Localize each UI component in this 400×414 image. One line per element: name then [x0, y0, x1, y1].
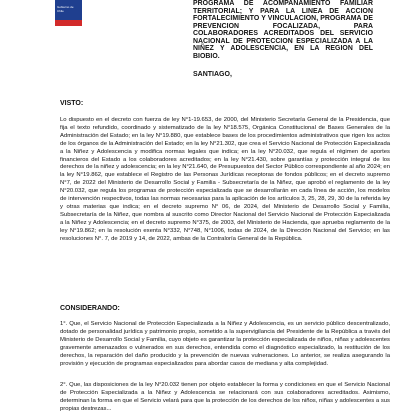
- resolution-title: PROGRAMA DE ACOMPAÑAMIENTO FAMILIAR TERRITORIAL; Y PARA LA LINEA DE ACCION FORTALECIMIENTO Y VINCULACION, PROGRAMA DE PREVENCION FOCALIZADA, PARA COLABORADORES ACREDITADOS DEL SERVICIO NACIONAL DE PROTECCION ESPECIALIZADA A LA NIÑEZ Y ADOLESCENCIA, EN LA REGION DEL BIOBIO.: [193, 0, 373, 60]
- considerando-item-2: 2°. Que, las disposiciones de la ley N°20.032 tienen por objeto establecer la forma y condiciones en que el Servicio Nacional de Protección Especializada a la Niñez y Adolescencia se relacionará con sus colaboradores acreditados. Asimismo, determinan la forma en que el Servicio velará para que la protección de los derechos de los niños, niñas y adolescentes a sus propias destrezas...: [60, 382, 390, 412]
- government-logo: [55, 0, 82, 26]
- considerando-item-1: 1°. Que, el Servicio Nacional de Protección Especializada a la Niñez y Adolescencia, es un servicio público descentralizado, dotado de personalidad jurídica y patrimonio propio, sometido a la supervigilancia del Presidente de la República a través del Ministerio de Desarrollo Social y Familia, cuyo objeto es garantizar la protección especializada de niños, niñas y adolescentes gravemente amenazados o vulnerados en sus derechos, entendida como el diagnóstico especializado, la restitución de los derechos, la reparación del daño producido y la prevención de nuevas vulneraciones. Lo anterior, se realiza asegurando la provisión y ejecución de programas especializados para abordar casos de mediana y alta complejidad.: [60, 321, 390, 367]
- logo-red-band: [55, 20, 82, 26]
- logo-text: Gobierno de Chile: [57, 5, 74, 13]
- visto-paragraph: Lo dispuesto en el decreto con fuerza de ley N°1-19.653, de 2000, del Ministerio Secretaría General de la Presidencia, que fija el texto refundido, coordinado y sistematizado de la ley N°18.575, Orgánica Constitucional de Bases Generales de la Administración del Estado; en la ley N°19.880, que establece bases de los procedimientos administrativos que rigen los actos de los órganos de la Administración del Estado; en la ley N°21.302, que crea el Servicio Nacional de Protección Especializada a la Niñez y Adolescencia y modifica normas legales que indica; en la ley N°20.032, que regula el régimen de aportes financieros del Estado a los colaboradores acreditados; en la ley N°21.430, sobre garantías y protección integral de los derechos de la niñez y adolescencia; en la ley N°21.640, de Presupuestos del Sector Público correspondiente al año 2024; en la ley N°19.862, que establece el Registro de las Personas Jurídicas receptoras de fondos públicos; en el decreto supremo N°7, de 2022 del Ministerio de Desarrollo Social y Familia - Subsecretaría de la Niñez, que aprobó el reglamento de la ley N°20.032, que regula los programas de protección especializada que se desarrollarán en cada línea de acción, los modelos de intervención respectivos, todas las normas necesarias para la aplicación de los artículos 3, 25, 28, 29, 30 de la referida ley y otras materias que indica; en el decreto supremo N° 06, de 2024, del Ministerio de Desarrollo Social y Familia, Subsecretaría de la Niñez, que nombra al suscrito como Director Nacional del Servicio Nacional de Protección Especializada a la Niñez y Adolescencia; en el decreto supremo N°375, de 2003, del Ministerio de Hacienda, que aprueba reglamento de la ley N°19.862; en la resolución exenta N°332, N°748, N°1006, todas de 2024, de la Dirección Nacional del Servicio; en las resoluciones N°. 7, de 2019 y 14, de 2022, ambas de la Contraloría General de la República.: [60, 117, 390, 242]
- place-label: SANTIAGO,: [193, 71, 232, 78]
- visto-heading: VISTO:: [60, 100, 84, 107]
- considerando-heading: CONSIDERANDO:: [60, 305, 120, 312]
